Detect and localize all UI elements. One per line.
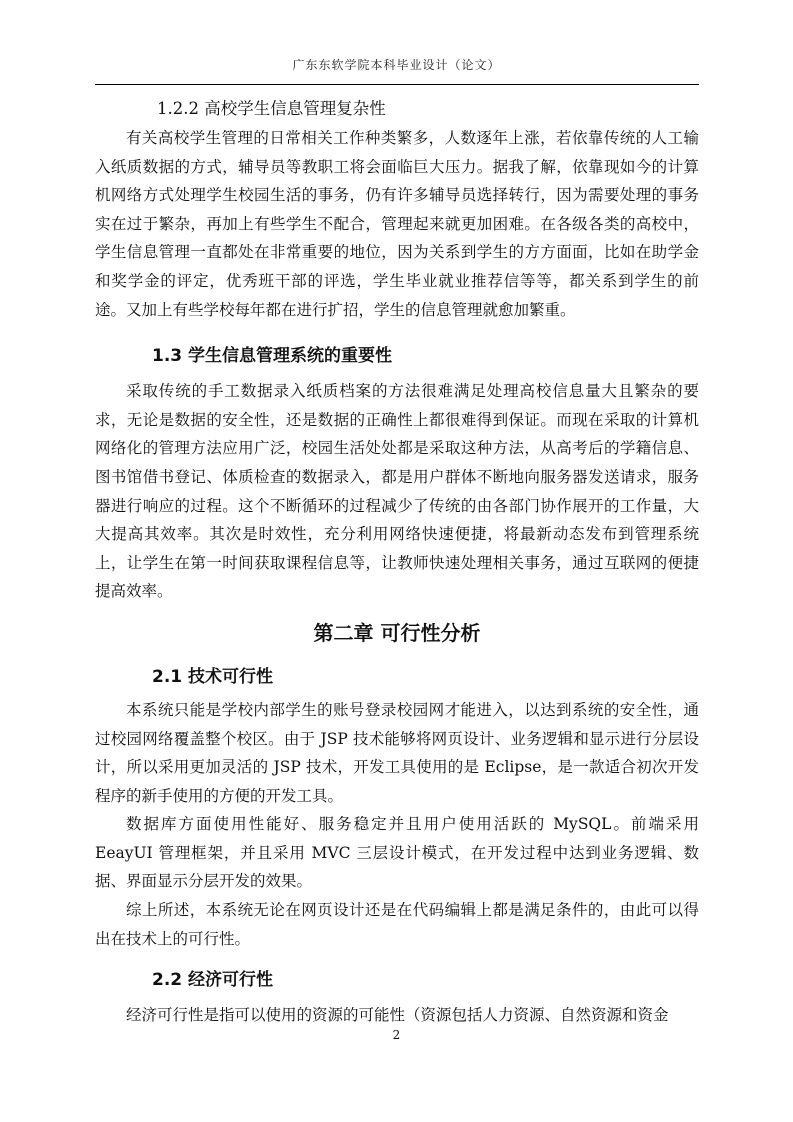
section-2-1-paragraph-3: 综上所述，本系统无论在网页设计还是在代码编辑上都是满足条件的，由此可以得出在技术上的可行性。 xyxy=(95,901,699,948)
section-2-1-paragraph-1: 本系统只能是学校内部学生的账号登录校园网才能进入，以达到系统的安全性，通过校园网络覆盖整个校区。由于 JSP 技术能够将网页设计、业务逻辑和显示进行分层设计，所以采用更加灵活的 JSP 技术，开发工具使用的是 Eclipse，是一款适合初次开发程序的新手使用的方便的开发工具。 xyxy=(95,700,699,805)
section-1-2-2-paragraph: 有关高校学生管理的日常相关工作种类繁多，人数逐年上涨，若依靠传统的人工输入纸质数据的方式，辅导员等教职工将会面临巨大压力。据我了解，依靠现如今的计算机网络方式处理学生校园生活的事务，仍有许多辅导员选择转行，因为需要处理的事务实在过于繁杂，再加上有些学生不配合，管理起来就更加困难。在各级各类的高校中，学生信息管理一直都处在非常重要的地位，因为关系到学生的方方面面，比如在助学金和奖学金的评定，优秀班干部的评选，学生毕业就业推荐信等等，都关系到学生的前途。又加上有些学校每年都在进行扩招，学生的信息管理就愈加繁重。 xyxy=(95,129,699,319)
page-header: 广东东软学院本科毕业设计（论文） xyxy=(292,58,501,72)
header-divider xyxy=(95,84,699,85)
section-2-2-paragraph: 经济可行性是指可以使用的资源的可能性（资源包括人力资源、自然资源和资金 xyxy=(126,1006,669,1025)
section-2-2-heading: 2.2 经济可行性 xyxy=(152,970,274,991)
section-1-3-paragraph: 采取传统的手工数据录入纸质档案的方法很难满足处理高校信息量大且繁杂的要求，无论是数据的安全性，还是数据的正确性上都很难得到保证。而现在采取的计算机网络化的管理方法应用广泛，校园生活处处都是采取这种方法，从高考后的学籍信息、图书馆借书登记、体质检查的数据录入，都是用户群体不断地向服务器发送请求，服务器进行响应的过程。这个不断循环的过程减少了传统的由各部门协作展开的工作量，大大提高其效率。其次是时效性，充分利用网络快速便捷，将最新动态发布到管理系统上，让学生在第一时间获取课程信息等，让教师快速处理相关事务，通过互联网的便捷提高效率。 xyxy=(95,382,699,601)
section-2-1-heading: 2.1 技术可行性 xyxy=(152,666,274,687)
section-1-3-heading: 1.3 学生信息管理系统的重要性 xyxy=(152,346,393,367)
page-number: 2 xyxy=(392,1028,401,1042)
section-1-2-2-heading: 1.2.2 高校学生信息管理复杂性 xyxy=(157,99,386,118)
section-2-1-paragraph-2: 数据库方面使用性能好、服务稳定并且用户使用活跃的 MySQL。前端采用 EeayUI 管理框架，并且采用 MVC 三层设计模式，在开发过程中达到业务逻辑、数据、界面显示分层开发的效果。 xyxy=(95,815,699,891)
chapter-2-title: 第二章 可行性分析 xyxy=(313,620,481,645)
document-body xyxy=(95,94,699,1030)
